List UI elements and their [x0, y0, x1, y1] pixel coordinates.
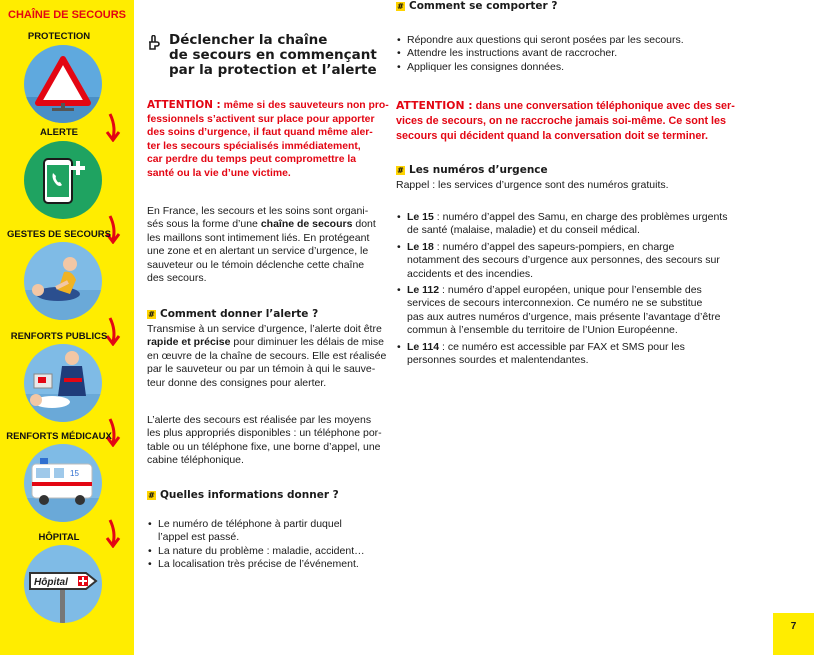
- step-label-gestes: GESTES DE SECOURS: [7, 229, 111, 240]
- list-item: • Le 18 : numéro d’appel des sapeurs-pompiers, en charge notamment des secours d’urgence aux personnes, des secours sur accidents et des incendies.: [396, 241, 776, 281]
- intro-paragraph: En France, les secours et les soins sont organi- sés sous la forme d’une chaîne de secours dont les maillons sont intimement liés. En protégeant une zone et en alertant un service d’urgence, le sauveteur ou le témoin déclenche cette chaîne des secours.: [147, 205, 376, 285]
- list-item: • Le 112 : numéro d’appel européen, unique pour l’ensemble des services de secours interconnexion. Ce numéro ne se substitue pas aux autres numéros d’urgence, mais présente l’avantage d’être commun à l’ensemble du territoire de l’Union Européenne.: [396, 284, 776, 338]
- attention-warning-left: ATTENTION : même si des sauveteurs non pro- fessionnels s’activent sur place pour apporter des soins d’urgence, il faut quand même aler- ter les secours spécialisés immédiatement, car perdre du temps peut compromettre la santé ou la vie d’une victime.: [147, 99, 389, 179]
- ambulance-icon: [24, 444, 102, 522]
- public-rescuers-icon: [24, 344, 102, 422]
- comportement-list: [396, 34, 776, 74]
- page-number: 7: [773, 613, 814, 655]
- list-item: • Attendre les instructions avant de raccrocher.: [396, 47, 776, 60]
- sidebar-chain: [0, 0, 134, 655]
- list-item: • Le numéro de téléphone à partir duquel l’appel est passé.: [147, 518, 389, 545]
- rappel-text: Rappel : les services d’urgence sont des numéros gratuits.: [396, 179, 669, 191]
- page-title: Déclencher la chaîne de secours en commençant par la protection et l’alerte: [169, 32, 377, 78]
- hospital-sign-icon: [24, 545, 102, 623]
- alerte-paragraph: Transmise à un service d’urgence, l’alerte doit être rapide et précise pour diminuer les délais de mise en œuvre de la chaîne de secours. Elle est réalisée par le sauveteur ou par un témoin à qui le sauve- teur donne des consignes pour alerter.: [147, 323, 387, 389]
- heading-numeros-urgence: # Les numéros d’urgence: [397, 164, 548, 176]
- step-label-protection: PROTECTION: [27, 31, 91, 42]
- heading-informations: # Quelles informations donner ?: [148, 489, 339, 501]
- list-item: • Le 15 : numéro d’appel des Samu, en charge des problèmes urgents de santé (malaise, maladie) et du conseil médical.: [396, 211, 776, 238]
- step-label-renforts-medicaux: RENFORTS MÉDICAUX: [6, 431, 112, 442]
- moyens-paragraph: L’alerte des secours est réalisée par les moyens les plus appropriés disponibles : un téléphone por- table ou un téléphone fixe, une borne d’appel, une cabine téléphonique.: [147, 414, 382, 467]
- list-item: • La localisation très précise de l’événement.: [147, 558, 389, 571]
- chain-title: CHAÎNE DE SECOURS: [8, 9, 126, 21]
- step-label-hopital: HÔPITAL: [38, 532, 80, 543]
- list-item: • La nature du problème : maladie, accident…: [147, 545, 389, 558]
- heading-comment-alerte: # Comment donner l’alerte ?: [148, 308, 319, 320]
- step-label-alerte: ALERTE: [40, 127, 78, 138]
- pointing-hand-icon: [147, 35, 163, 51]
- list-item: • Le 114 : ce numéro est accessible par FAX et SMS pour les personnes sourdes et malentendantes.: [396, 341, 776, 368]
- protection-icon: [24, 45, 102, 123]
- attention-warning-right: ATTENTION : dans une conversation téléphonique avec des ser- vices de secours, on ne raccroche jamais soi-même. Ce sont les secours qui décident quand la conversation doit se terminer.: [396, 99, 735, 142]
- list-item: • Appliquer les consignes données.: [396, 61, 776, 74]
- first-aid-gestures-icon: [24, 242, 102, 320]
- informations-list: [147, 518, 389, 572]
- hospital-sign-text: Hôpital: [34, 577, 68, 588]
- phone-icon: [24, 141, 102, 219]
- ambulance-number: 15: [70, 469, 79, 478]
- list-item: • Répondre aux questions qui seront posées par les secours.: [396, 34, 776, 47]
- numeros-list: [396, 211, 776, 367]
- heading-comportement: # Comment se comporter ?: [397, 0, 558, 12]
- step-label-renforts-publics: RENFORTS PUBLICS: [10, 331, 108, 342]
